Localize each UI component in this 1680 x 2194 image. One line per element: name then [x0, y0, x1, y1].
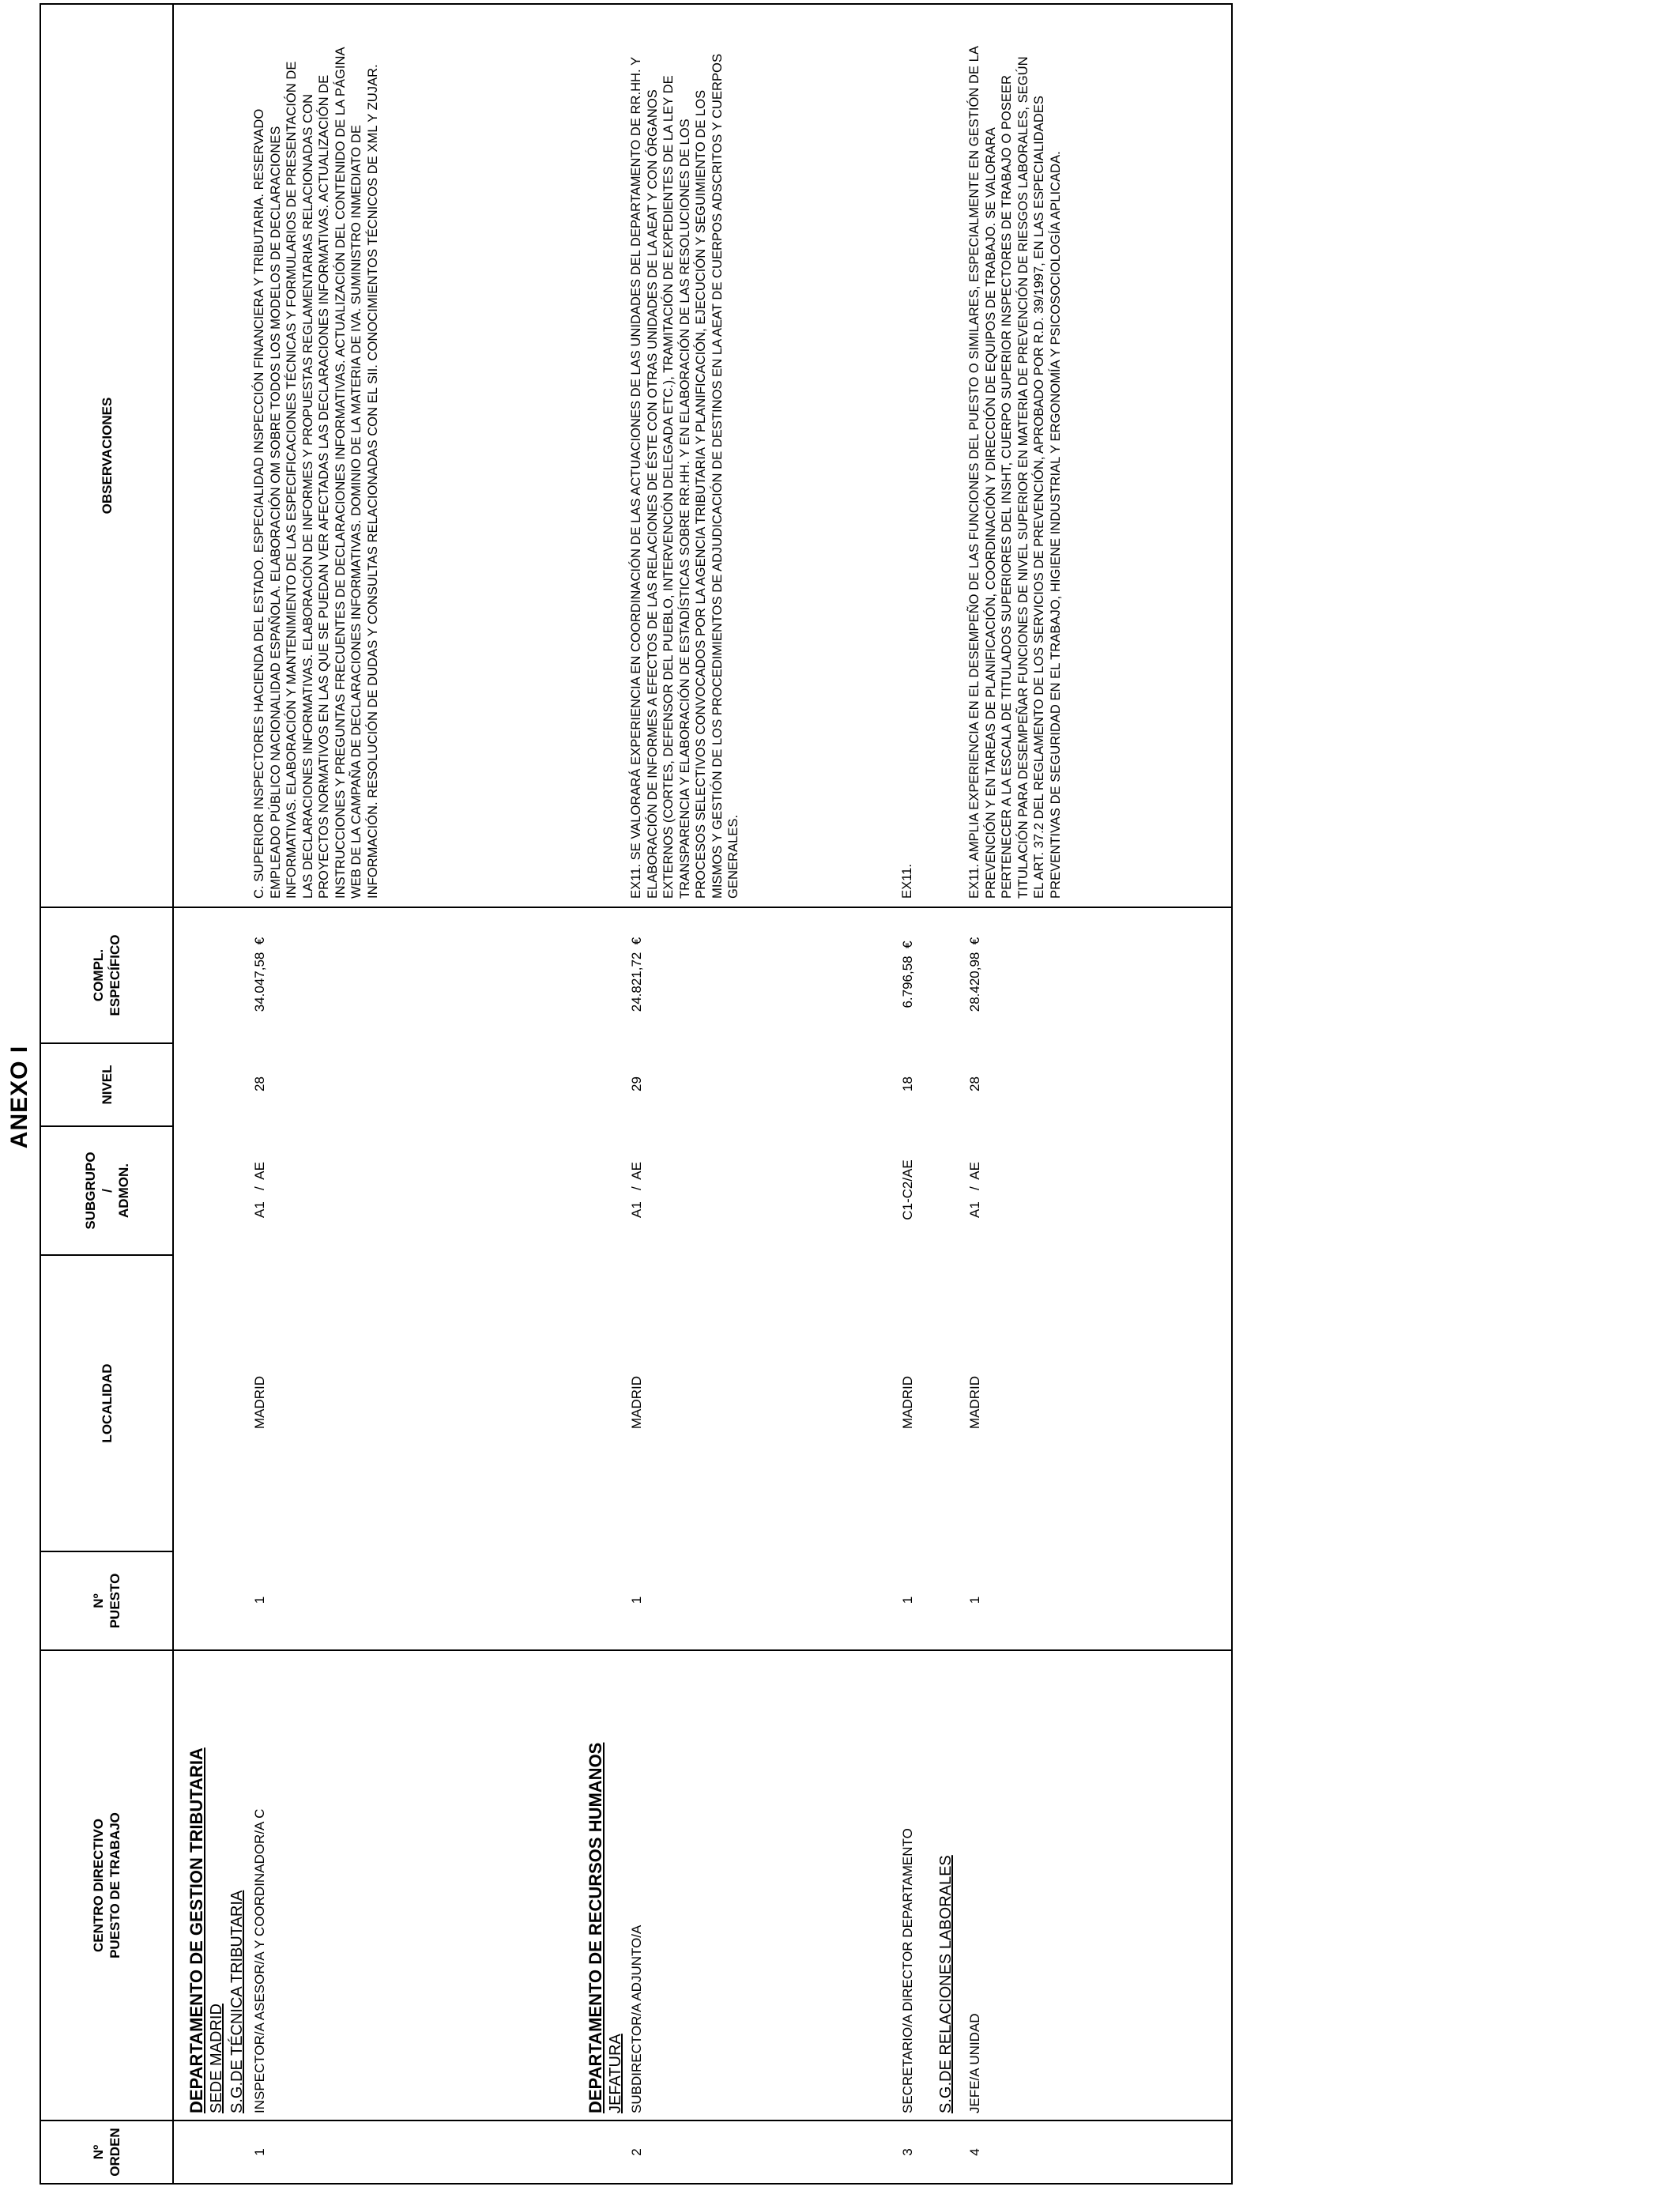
subgrupo-cell: A1 / AE	[967, 1162, 982, 1218]
nivel-cell: 28	[252, 1076, 267, 1091]
num-puesto-cell: 1	[967, 1596, 982, 1604]
header-observaciones: OBSERVACIONES	[99, 397, 115, 515]
header-subgrupo: SUBGRUPO / ADMON.	[41, 1125, 172, 1254]
observaciones-cell: EX11. SE VALORARÁ EXPERIENCIA EN COORDINACIÓN DE LAS ACTUACIONES DE LAS UNIDADES DEL DEPARTAMENTO DE RR.HH. Y ELABORACIÓN DE INFORMES A EFECTOS DE LAS RELACIONES DE ÉSTE CON OTRAS UNIDADES DE LA AEAT Y CON ÓRGANOS EXTERNOS (CORTES, DEFENSOR DEL PUEBLO, INTERVENCIÓN DELEGADA ETC.), TRAMITACIÓN DE EXPEDIENTES DE LA LEY DE TRANSPARENCIA Y ELABORACIÓN DE ESTADÍSTICAS SOBRE RR.HH. Y EN ELABORACIÓN DE LAS RESOLUCIONES DE LOS PROCESOS SELECTIVOS CONVOCADOS POR LA AGENCIA TRIBUTARIA Y PLANIFICACIÓN, EJECUCIÓN Y SEGUIMIENTO DE LOS MISMOS Y GESTIÓN DE LOS PROCEDIMIENTOS DE ADJUDICACIÓN DE DESTINOS EN LA AEAT DE CUERPOS ADSCRITOS Y CUERPOS GENERALES.	[628, 53, 740, 899]
localidad-cell: MADRID	[900, 1375, 915, 1430]
puesto-trabajo-cell: SECRETARIO/A DIRECTOR DEPARTAMENTO	[900, 1828, 915, 2113]
department-heading: DEPARTAMENTO DE RECURSOS HUMANOS	[586, 1742, 605, 2113]
compl-cell: 6.796,58 €	[900, 941, 915, 1008]
compl-cell: 34.047,58 €	[252, 937, 267, 1012]
num-puesto-cell: 1	[629, 1596, 644, 1604]
table-body	[174, 5, 1231, 2183]
observaciones-cell: EX11. AMPLIA EXPERIENCIA EN EL DESEMPEÑO DE LAS FUNCIONES DEL PUESTO O SIMILARES, ESPECIALMENTE EN GESTIÓN DE LA PREVENCIÓN Y EN TAREAS DE PLANIFICACIÓN, COORDINACIÓN Y DIRECCIÓN DE EQUIPOS DE TRABAJO. SE VALORARA PERTENECER A LA ESCALA DE TITULADOS SUPERIORES DEL INSHT, CUERPO SUPERIOR INSPECTORES DE TRABAJO O POSEER TITULACIÓN PARA DESEMPEÑAR FUNCIONES DE NIVEL SUPERIOR EN MATERIA DE PREVENCIÓN DE RIESGOS LABORALES, SEGÚN EL ART. 37.2 DEL REGLAMENTO DE LOS SERVICIOS DE PREVENCIÓN, APROBADO POR R.D. 39/1997, EN LAS ESPECIALIDADES PREVENTIVAS DE SEGURIDAD EN EL TRABAJO, HIGIENE INDUSTRIAL Y ERGONOMÍA Y PSICOSOCIOLOGÍA APLICADA.	[966, 47, 1063, 899]
table-header	[41, 5, 174, 2183]
localidad-cell: MADRID	[252, 1375, 267, 1430]
nivel-cell: 29	[629, 1076, 644, 1091]
subdirectorate-heading: S.G.DE RELACIONES LABORALES	[937, 1855, 955, 2113]
observaciones-cell: EX11.	[899, 864, 914, 899]
subgrupo-cell: A1 / AE	[629, 1162, 644, 1218]
subgrupo-cell: C1-C2/AE	[900, 1159, 915, 1220]
page-title: ANEXO I	[6, 1045, 32, 1149]
compl-cell: 28.420,98 €	[967, 937, 982, 1012]
department-heading: DEPARTAMENTO DE GESTION TRIBUTARIA	[186, 1747, 206, 2113]
num-puesto-cell: 1	[252, 1596, 267, 1604]
localidad-cell: MADRID	[967, 1375, 982, 1430]
orden-cell: 3	[900, 2148, 915, 2156]
sede-heading: JEFATURA	[607, 2034, 624, 2113]
nivel-cell: 28	[967, 1076, 982, 1091]
header-centro: CENTRO DIRECTIVO PUESTO DE TRABAJO	[41, 1649, 172, 2120]
sede-heading: SEDE MADRID	[208, 2004, 225, 2113]
header-compl: COMPL. ESPECÍFICO	[41, 907, 172, 1042]
num-puesto-cell: 1	[900, 1596, 915, 1604]
orden-cell: 2	[629, 2148, 644, 2156]
nivel-cell: 18	[900, 1076, 915, 1091]
header-orden: Nº ORDEN	[41, 2120, 172, 2183]
puesto-trabajo-cell: JEFE/A UNIDAD	[967, 2013, 982, 2113]
header-nivel: NIVEL	[41, 1042, 172, 1125]
orden-cell: 1	[252, 2148, 267, 2156]
compl-cell: 24.821,72 €	[629, 937, 644, 1012]
subdirectorate-heading: S.G.DE TÉCNICA TRIBUTARIA	[228, 1890, 246, 2113]
localidad-cell: MADRID	[629, 1375, 644, 1430]
observaciones-cell: C. SUPERIOR INSPECTORES HACIENDA DEL ESTADO. ESPECIALIDAD INSPECCIÓN FINANCIERA Y TRIBUTARIA. RESERVADO EMPLEADO PÚBLICO NACIONALIDAD ESPAÑOLA. ELABORACIÓN OM SOBRE TODOS LOS MODELOS DE DECLARACIONES INFORMATIVAS. ELABORACIÓN Y MANTENIMIENTO DE LAS ESPECIFICACIONES TÉCNICAS Y FORMULARIOS DE PRESENTACIÓN DE LAS DECLARACIONES INFORMATIVAS. ELABORACIÓN DE INFORMES Y PROPUESTAS REGLAMENTARIAS RELACIONADAS CON PROYECTOS NORMATIVOS EN LAS QUE SE PUEDAN VER AFECTADAS LAS DECLARACIONES INFORMATIVAS. ACTUALIZACIÓN DE INSTRUCCIONES Y PREGUNTAS FRECUENTES DE DECLARACIONES INFORMATIVAS. ACTUALIZACIÓN DEL CONTENIDO DE LA PÁGINA WEB DE LA CAMPAÑA DE DECLARACIONES INFORMATIVAS. DOMINIO DE LA MATERIA DE IVA. SUMINISTRO INMEDIATO DE INFORMACIÓN. RESOLUCIÓN DE DUDAS Y CONSULTAS RELACIONADAS CON EL SII. CONOCIMIENTOS TÉCNICOS DE XML Y ZUJAR.	[251, 47, 380, 899]
subgrupo-cell: A1 / AE	[252, 1162, 267, 1218]
puesto-trabajo-cell: INSPECTOR/A ASESOR/A Y COORDINADOR/A C	[252, 1808, 267, 2113]
orden-cell: 4	[967, 2148, 982, 2156]
header-localidad: LOCALIDAD	[41, 1254, 172, 1551]
puesto-trabajo-cell: SUBDIRECTOR/A ADJUNTO/A	[629, 1924, 644, 2113]
header-num-puesto: Nº PUESTO	[41, 1551, 172, 1649]
positions-table	[40, 3, 1233, 2185]
